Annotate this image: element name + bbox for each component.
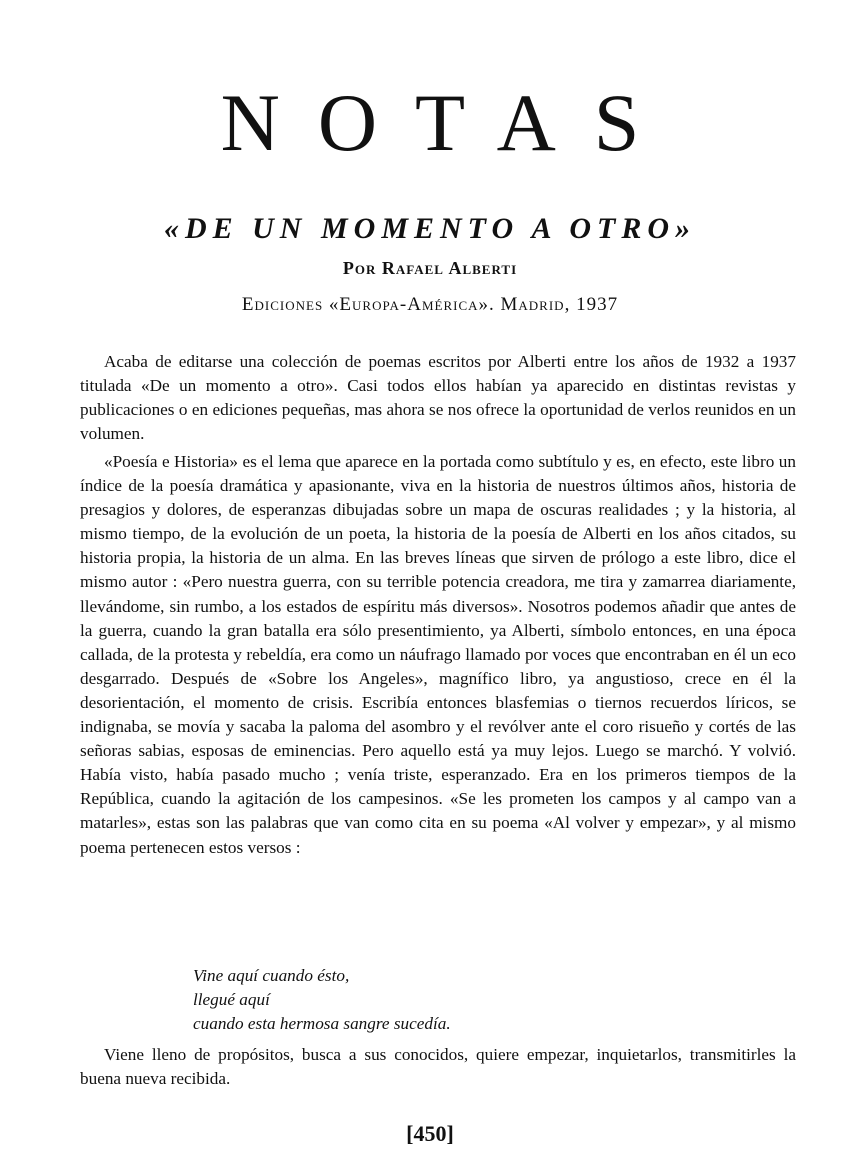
section-title: NOTAS	[220, 77, 678, 168]
page-number: [450]	[406, 1121, 454, 1146]
verse-quote	[193, 964, 693, 1036]
verse-line: llegué aquí	[193, 990, 270, 1010]
paragraph-intro: Acaba de editarse una colección de poemas escritos por Alberti entre los años de 1932 a 1937 titulada «De un momento a otro». Casi todos ellos habían ya aparecido en distintas revistas y publicaciones o en ediciones pequeñas, mas ahora se nos ofrece la oportunidad de verlos reunidos en un volumen.	[80, 352, 796, 444]
book-title: «DE UN MOMENTO A OTRO»	[163, 212, 697, 245]
publication-imprint: Ediciones «Europa-América». Madrid, 1937	[241, 294, 619, 315]
verse-line: Vine aquí cuando ésto,	[193, 966, 350, 985]
verse-line: cuando esta hermosa sangre sucedía.	[193, 1014, 451, 1034]
byline: Por Rafael Alberti	[342, 258, 518, 278]
paragraph-closing: Viene lleno de propósitos, busca a sus conocidos, quiere empezar, inquietarlos, transmitirles la buena nueva recibida.	[80, 1045, 796, 1089]
paragraph-main: «Poesía e Historia» es el lema que aparece en la portada como subtítulo y es, en efecto, este libro un índice de la poesía dramática y apasionante, viva en la historia de nuestros últimos años, historia de presagios y dolores, de esperanzas dibujadas sobre un mapa de oscuras realidades ; y la historia, al mismo tiempo, de la evolución de un poeta, la historia de la poesía de Alberti en los años citados, su historia propia, la historia de un alma. En las breves líneas que sirven de prólogo a este libro, dice el mismo autor : «Pero nuestra guerra, con su terrible potencia creadora, me tira y zamarrea diariamente, llevándome, sin rumbo, a los estados de espíritu más diversos». Nosotros podemos añadir que antes de la guerra, cuando la gran batalla era sólo presentimiento, ya Alberti, símbolo entonces, en una época callada, de la protesta y rebeldía, era como un náufrago llamado por voces que encontraban en él un eco desgarrado. Después de «Sobre los Angeles», magnífico libro, ya angustioso, crece en él la desorientación, el momento de crisis. Escribía entonces blasfemias o tiernos recuerdos líricos, se indignaba, se movía y sacaba la paloma del asombro y el revólver ante el coro risueño y cortés de las señoras sabias, esposas de eminencias. Pero aquello está ya muy lejos. Luego se marchó. Y volvió. Había visto, había pasado mucho ; venía triste, esperanzado. Era en los primeros tiempos de la República, cuando la agitación de los campesinos. «Se les prometen los campos y al campo van a matarles», estas son las palabras que van como cita en su poema «Al volver y empezar», y al mismo poema pertenecen estos versos :	[80, 452, 796, 857]
